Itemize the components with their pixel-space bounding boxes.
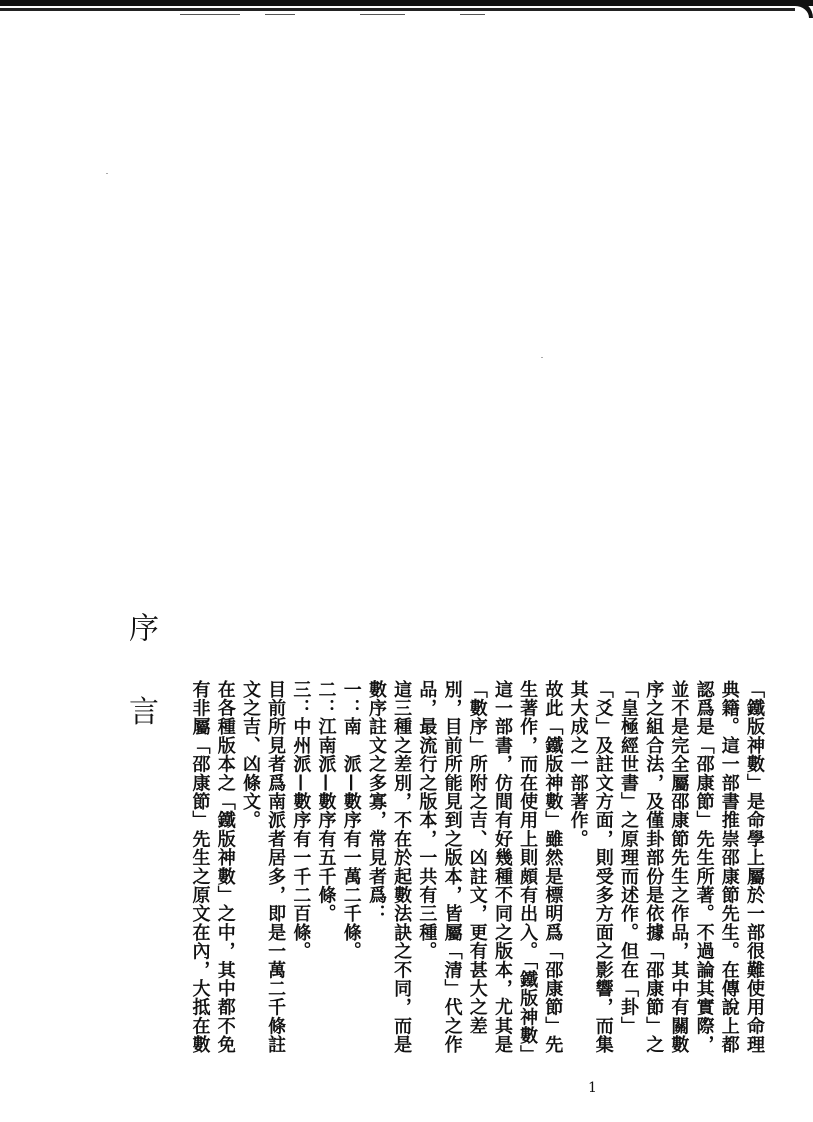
scan-streak — [460, 14, 485, 15]
paragraph: 在各種版本之「鐵版神數」之中，其中都不免有非屬「邵康節」先生之原文在內，大抵在數 — [189, 680, 236, 1054]
scan-streak — [180, 14, 240, 15]
scan-streak — [265, 14, 295, 15]
body-text — [42, 680, 767, 1060]
paragraph: 目前所見者爲南派者居多，即是一萬二千條註文之吉、凶條文。 — [239, 680, 287, 1054]
scan-speck — [541, 357, 543, 358]
paragraph: 三：中州派—數序有一千二百條。 — [290, 680, 312, 961]
paragraph: 「鐵版神數」是命學上屬於一部很難使用命理典籍。這一部書推崇邵康節先生。在傳說上都認爲是「邵康節」先生所著。不過論其實際，並不是完全屬邵康節先生之作品，其中有關數序之組合法，及僅卦部份是依據「邵康節」之「皇極經世書」之原理而述作。但在「卦」「爻」及註文方面，則受多方面之影響，而集其大成之一部著作。 — [567, 680, 765, 1054]
page-title: 序 言 — [123, 612, 158, 748]
scan-speck — [106, 173, 108, 174]
scan-border-band-inner — [0, 8, 795, 11]
paragraph: 故此「鐵版神數」雖然是標明爲「邵康節」先生著作，而在使用上則頗有出入。「鐵版神數」這一部書，仿間有好幾種不同之版本，尤其是「數序」所附之吉、凶註文，更有甚大之差別，目前所能見到之版本，皆屬「清」代之作品，最流行之版本，一共有三種。 — [416, 680, 564, 1055]
scan-border-band — [0, 0, 813, 6]
paragraph: 二：江南派—數序有五千條。 — [315, 680, 337, 924]
paragraph: 一：南 派—數序有一萬二千條。 — [340, 680, 362, 961]
paragraph: 這三種之差別，不在於起數法訣之不同，而是數序註文之多寡，常見者爲： — [365, 680, 413, 1054]
page-number: 1 — [588, 1080, 597, 1096]
scan-streak — [360, 14, 405, 15]
scan-top-border — [0, 0, 813, 18]
